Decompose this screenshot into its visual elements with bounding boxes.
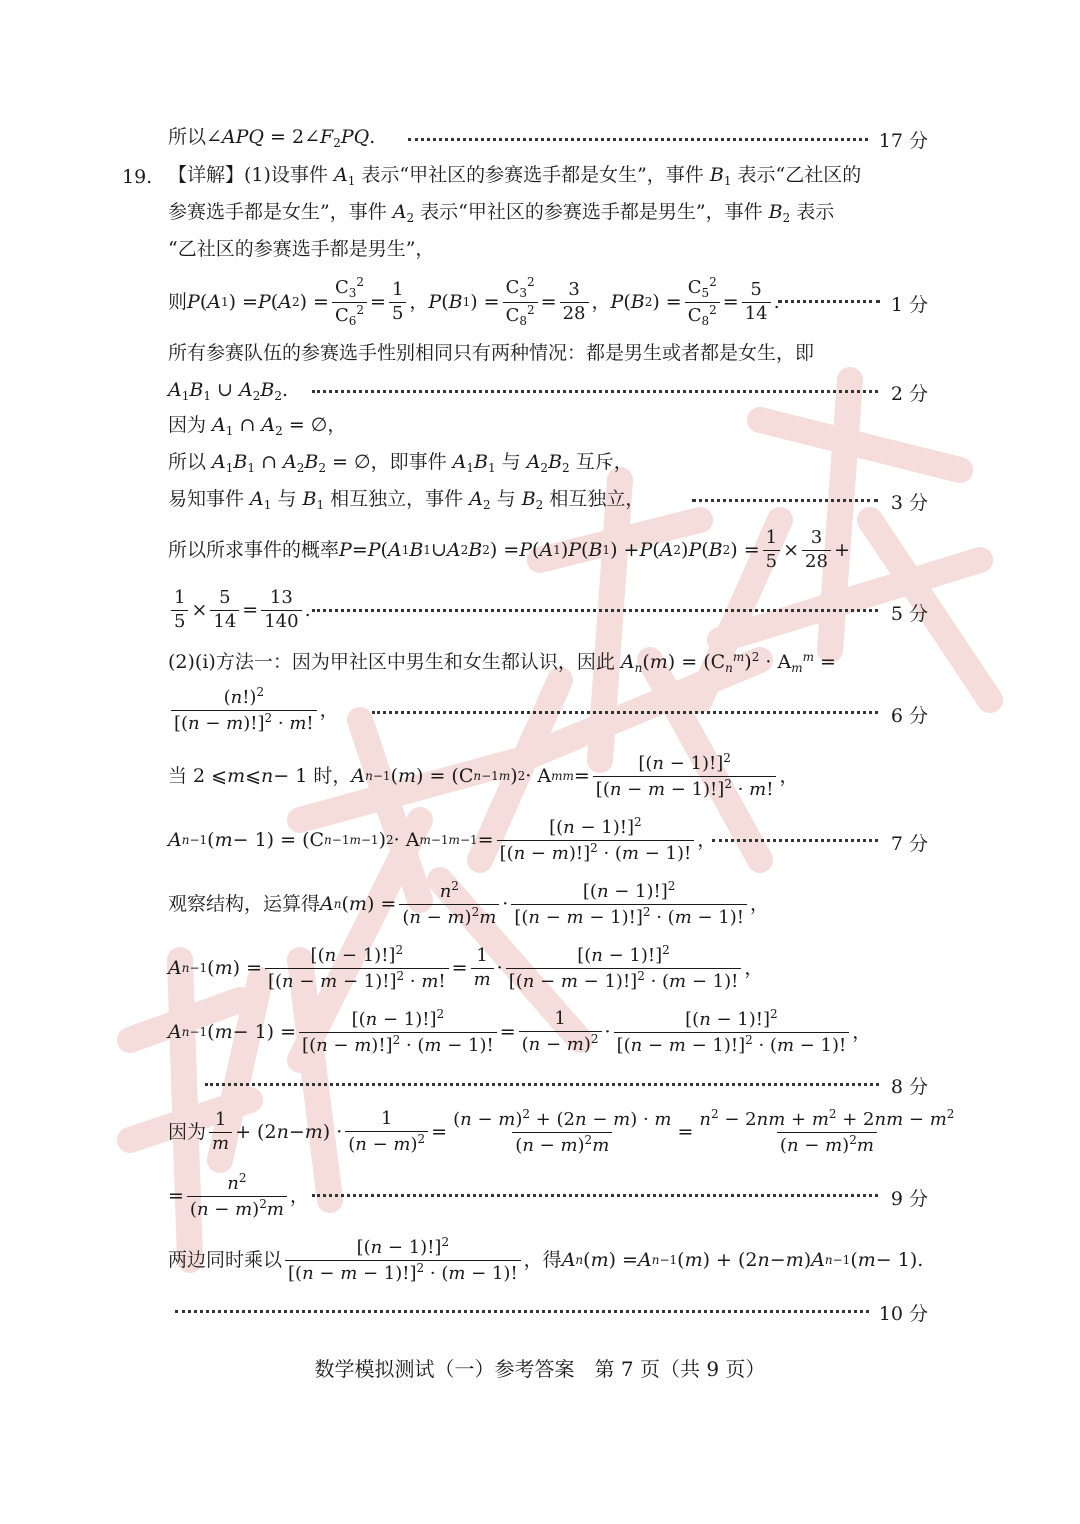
q19-formula-An: $\frac{(n!)^2}{[(n - m)!]^2 \cdot m!}$ ， <box>168 686 930 734</box>
leader-dots <box>712 839 878 842</box>
q19-line-2: 参赛选手都是女生”，事件 $A_2$ 表示“甲社区的参赛选手都是男生”，事件 $B_2$ 表示 <box>168 201 835 225</box>
leader-dots <box>312 609 878 612</box>
leader-dots <box>312 1194 878 1197</box>
q19-mutually-exclusive: 所以 $A_1B_1$ ∩ $A_2B_2$ = ∅，即事件 $A_1B_1$ 与 $A_2B_2$ 互斥， <box>168 451 633 475</box>
leader-dots <box>312 390 878 393</box>
points-6: 6 分 <box>890 705 928 727</box>
q19-independent: 易知事件 $A_1$ 与 $B_1$ 相互独立，事件 $A_2$ 与 $B_2$ 相互独立， <box>168 488 645 512</box>
leader-dots <box>408 138 868 141</box>
q19-probabilities: 则 P ( A 1 ) = P ( A 2 ) = $\frac{C_3^2}{C_6^2}$ = $\frac{1}{5}$ ， P ( B 1 ) = $\frac{C_3^2}{C_8^2}$ = $\frac{3}{28}$ ， P ( B 2 ) = $\frac{C_5^2}{C_8^2}$ = $\frac{5}{14}$ . <box>168 275 780 328</box>
q19-total-probability: 所以所求事件的概率 P = P ( A 1 B 1 ∪ A 2 B 2 ) = P ( A 1 ) P ( B 1 ) + P ( A 2 ) P ( B 2 ) = $\frac{1}{5}$ × $\frac{3}{28}$ + <box>168 527 850 572</box>
points-7: 7 分 <box>890 833 928 855</box>
line-17-conclusion: 所以∠APQ = $2\angle F_2PQ$. <box>168 126 376 150</box>
q19-simplified: = $\frac{n^2}{(n - m)^2m}$ ， <box>168 1171 309 1220</box>
points-10: 10 分 <box>878 1303 928 1325</box>
page-footer: 数学模拟测试（一）参考答案 第 7 页（共 9 页） <box>314 1357 766 1381</box>
leader-dots <box>175 1310 869 1313</box>
leader-dots <box>372 711 878 714</box>
q19-union: $A_1B_1$ ∪ $A_2B_2$. <box>168 379 289 403</box>
q19-An1-m1-rewrite: A n−1 ( m − 1) = $\frac{[(n - 1)!]^2}{[(n - m)!]^2 \cdot (m - 1)!}$ = $\frac{1}{(n - m)^2}$ · $\frac{[(n - 1)!]^2}{[(n - m - 1)!]^2 \cdot (m - 1)!}$ ， <box>168 1007 872 1056</box>
points-17: 17 分 <box>878 130 928 152</box>
leader-dots <box>205 1083 879 1086</box>
points-8: 8 分 <box>890 1076 928 1098</box>
leader-dots <box>692 499 878 502</box>
q19-observe: 观察结构，运算得 A n ( m ) = $\frac{n^2}{(n - m)^2m}$ · $\frac{[(n - 1)!]^2}{[(n - m - 1)!]^2 \cdot (m - 1)!}$ ， <box>168 879 770 928</box>
q19-line-1: 【详解】(1)设事件 $A_1$ 表示“甲社区的参赛选手都是女生”，事件 $B_1$ 表示“乙社区的 <box>168 164 862 188</box>
q19-line-3: “乙社区的参赛选手都是男生”， <box>168 238 435 260</box>
q19-multiply: 两边同时乘以 $\frac{[(n - 1)!]^2}{[(n - m - 1)!]^2 \cdot (m - 1)!}$ ，得 A n ( m ) = A n−1 ( m ) + (2 n − m ) A n−1 ( m − 1). <box>168 1235 924 1284</box>
q19-line-cases: 所有参赛队伍的参赛选手性别相同只有两种情况：都是男生或者都是女生，即 <box>168 342 815 364</box>
points-5: 5 分 <box>890 603 928 625</box>
leader-dots <box>778 300 880 303</box>
q19-formula-An1-m1: A n−1 ( m − 1) = (C n−1 m−1 ) 2 · A m−1 m−1 = $\frac{[(n - 1)!]^2}{[(n - m)!]^2 \cdot (m - 1)!}$ ， <box>168 815 717 864</box>
q19-because: 因为 $\frac{1}{m}$ + (2 n − m ) · $\frac{1}{(n - m)^2}$ = $\frac{(n - m)^2 + (2n - m) \cdot m}{(n - m)^2m}$ = $\frac{n^2 - 2nm + m^2 + 2nm - m^2}{(n - m)^2m}$ <box>168 1107 955 1156</box>
points-2: 2 分 <box>890 383 928 405</box>
points-1: 1 分 <box>890 294 928 316</box>
q19-intersection: 因为 $A_1$ ∩ $A_2$ = ∅， <box>168 414 347 438</box>
points-3: 3 分 <box>890 492 928 514</box>
q19-An1-m-rewrite: A n−1 ( m ) = $\frac{[(n - 1)!]^2}{[(n - m - 1)!]^2 \cdot m!}$ = $\frac{1}{m}$ · $\frac{[(n - 1)!]^2}{[(n - m - 1)!]^2 \cdot (m - 1)!}$ ， <box>168 943 764 992</box>
q19-part2-method1: (2)(i)方法一：因为甲社区中男生和女生都认识，因此 $A_n(m) = (C_n^m)^2 \cdot A_m^m$ = <box>168 650 836 675</box>
question-number: 19. <box>122 166 153 188</box>
q19-result: $\frac{1}{5}$ × $\frac{5}{14}$ = $\frac{13}{140}$ . <box>168 588 930 632</box>
q19-formula-An1-m: 当 2 ⩽ m ⩽ n − 1 时， A n−1 ( m ) = (C n−1 m ) 2 · A m m = $\frac{[(n - 1)!]^2}{[(n - m - 1)!]^2 \cdot m!}$ ， <box>168 751 799 800</box>
points-9: 9 分 <box>890 1188 928 1210</box>
